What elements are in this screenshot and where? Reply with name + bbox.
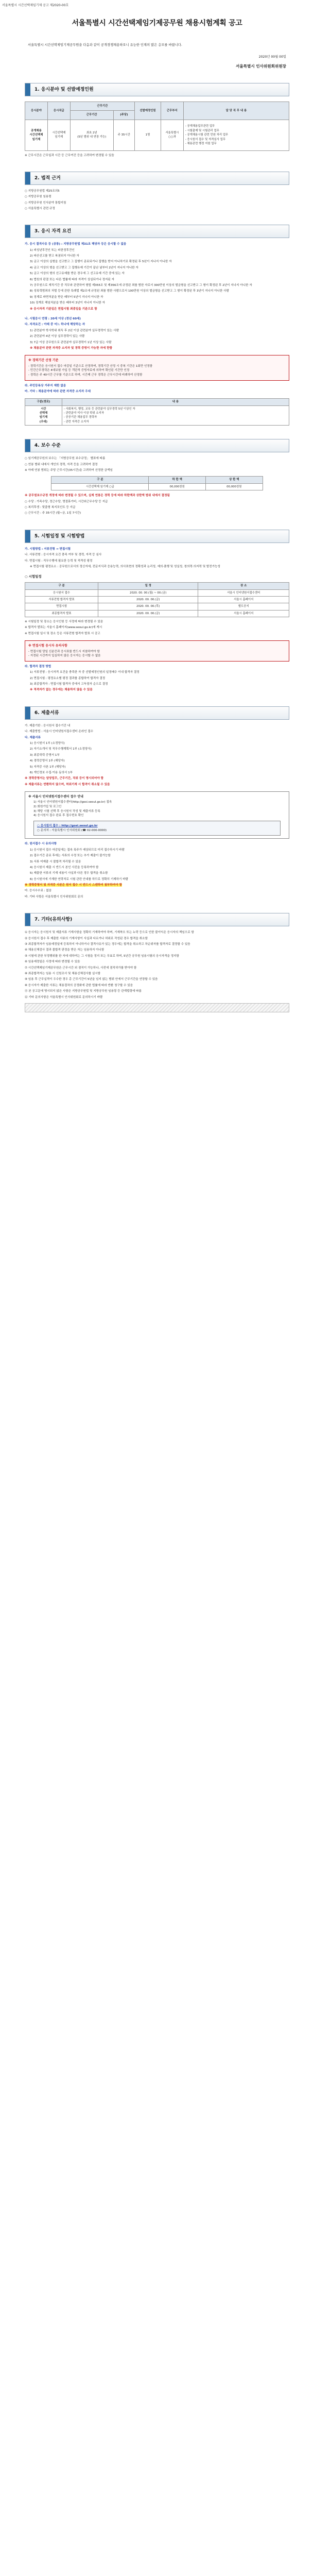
list-item: 3) 서류 미제출 시 불합격 처리될 수 있음 xyxy=(30,860,81,863)
list-item: - 경력은 주 40시간 근무를 기준으로 하며, 시간제 근무 경력은 근무시간에 비례하여 산정함 xyxy=(28,373,143,377)
list-item: 5) 제출한 서류의 기재 내용이 사실과 다른 경우 합격을 취소함 xyxy=(30,872,108,875)
list-item: ※ 시험일정 및 장소는 응시인원 등 사정에 따라 변경될 수 있음 xyxy=(25,620,103,624)
list-item: 5) 자격증 사본 1부 (해당자) xyxy=(30,765,66,769)
list-item: 4) 응시원서 접수 완료 후 접수번호 확인 xyxy=(33,814,84,818)
list-item: 라. 주민등록상 거주지 제한 없음 xyxy=(25,384,66,387)
table-row xyxy=(25,603,289,610)
table-row xyxy=(25,120,289,151)
list-item: 2) 면접시험 : 평정요소별 평정 결과를 종합하여 합격자 결정 xyxy=(30,676,106,680)
table-cell: 2020. 00. 00.(금) xyxy=(98,596,198,603)
section-bar xyxy=(25,83,30,96)
table-row xyxy=(25,589,289,596)
table-header: 상 한 액 xyxy=(205,477,263,483)
pay-notes xyxy=(25,494,289,516)
list-item: - 민간근무경력은 4대보험 가입 등 객관적 증빙자료에 의하여 확인된 기간만 인정 xyxy=(28,369,130,372)
section-bar xyxy=(25,707,30,719)
list-item: ○ 수당 : 가족수당, 정근수당, 명절휴가비, 시간외근무수당 등 지급 xyxy=(25,500,108,503)
list-item: ※ 면접시험 일시 및 장소 등은 서류전형 합격자 발표 시 공고 xyxy=(25,632,100,635)
list-item: 다. 면접시험 : 직무수행에 필요한 능력 및 적격성 평정 xyxy=(25,559,93,563)
table-cell: 00,000천원 xyxy=(205,483,263,490)
list-item: 4) 금고 이상의 형을 선고받고 그 집행유예 기간이 끝난 날부터 2년이 지나지 아니한 자 xyxy=(30,266,138,269)
table-cell: 서울특별시 ○○과 xyxy=(161,120,183,151)
pay-table xyxy=(51,476,263,490)
box-title: ※ 면접시험 응시자 유의사항 xyxy=(28,644,67,648)
list-item: ④ 채용신체검사 결과 불합격 판정을 받은 자는 임용하지 아니함 xyxy=(25,948,104,952)
list-item: ① 응시자는 응시원서 및 제출서류 기재사항을 정확히 기재하여야 하며, 기재착오 또는 누락 등으로 인한 불이익은 응시자의 책임으로 함 xyxy=(25,931,194,935)
list-item: - 사회복지, 행정, 교육 등 관련분야 실무경력 5년 이상인 자 xyxy=(63,407,135,411)
list-item: 마. 기타 : 채용분야에 따라 관련 자격증 소지자 우대 xyxy=(25,389,91,393)
list-item: ※ 제출서류는 반환하지 않으며, 허위기재 시 합격이 취소될 수 있음 xyxy=(25,783,110,786)
list-item: ⑦ 시간선택제임기제공무원은 근무시간 외 겸직이 가능하나, 사전에 겸직허가를 받아야 함 xyxy=(25,966,137,970)
job-table xyxy=(25,101,289,151)
list-item: 3) 7급 이상 공무원으로 관련분야 실무경력이 1년 이상 있는 사람 xyxy=(30,341,112,344)
list-item: ⑥ 임용예정일은 사정에 따라 변경될 수 있음 xyxy=(25,960,80,964)
section-bar xyxy=(25,439,30,452)
list-item: - 지정된 시간까지 입실하지 않은 응시자는 응시할 수 없음 xyxy=(28,654,101,658)
list-item: 2) 파산선고를 받고 복권되지 아니한 자 xyxy=(30,255,79,258)
legal-basis-list xyxy=(25,189,289,212)
list-item: ○ 임기제공무원의 보수는 「지방공무원 보수규정」 별표에 따름 xyxy=(25,457,106,461)
schedule-subtitle: ○ 시험일정 xyxy=(25,574,42,579)
list-item: - 관련분야 석사 이상 학위 소지자 xyxy=(63,412,104,415)
list-item: 바. 기타 사항은 서울특별시 인사위원회로 문의 xyxy=(25,895,83,899)
list-item: 2) 자기소개서 및 직무수행계획서 1부 (소정양식) xyxy=(30,748,92,751)
list-item: 1) 서울시 인터넷원서접수센터(http://gosi.seoul.go.kr) 접속 xyxy=(33,801,112,804)
highlighted-note: ※ 경력증명서 및 자격증 사본은 원서 접수 시 반드시 스캔하여 첨부하여야 함 xyxy=(25,884,122,887)
section-title: 4. 보수 수준 xyxy=(34,443,61,449)
table-header: 장 소 xyxy=(198,583,289,589)
eligibility-list xyxy=(25,242,289,351)
table-header: 구 분 xyxy=(51,477,149,483)
section-title: 1. 응시분야 및 선발예정인원 xyxy=(34,87,94,93)
list-item: 5) 금고 이상의 형의 선고유예를 받은 경우에 그 선고유예 기간 중에 있는 자 xyxy=(30,272,125,276)
section-bar xyxy=(25,172,30,184)
table-header: 선발예정인원 xyxy=(135,102,161,120)
application-site-link[interactable]: ○ 응시원서 접수 : http://gosi.seoul.go.kr xyxy=(37,824,98,828)
list-item: ※ 채용분야 관련 자격증 소지자 및 경력 증빙이 가능한 자에 한함 xyxy=(30,346,113,350)
list-item: 4) 경력증명서 1부 (해당자) xyxy=(30,759,65,763)
list-item: ○ 복리후생 : 맞춤형 복지포인트 등 지급 xyxy=(25,505,76,509)
application-notes xyxy=(25,842,289,900)
list-item: 다. 제출서류 xyxy=(25,736,41,739)
list-item: ○ 지방공무원 인사분야 통합지침 xyxy=(25,201,66,205)
list-item: ⑫ 기타 문의사항은 서울특별시 인사위원회로 문의하시기 바람 xyxy=(25,995,103,999)
list-item: 라. 원서접수 시 유의사항 xyxy=(25,842,57,846)
table-cell: 서울시 인터넷원서접수센터 xyxy=(198,589,289,596)
selection-list xyxy=(25,665,289,693)
table-cell: 면접시험 xyxy=(25,603,98,610)
list-item: ③ 최종합격자가 임용예정일에 등록하지 아니하거나 결격사유가 있는 경우에는 합격을 취소하고 차순위자를 합격자로 결정할 수 있음 xyxy=(25,943,190,946)
table-cell: 서울시 홈페이지 xyxy=(198,610,289,617)
table-header: 근무부서 xyxy=(161,102,183,120)
list-item: 8) 성폭력범죄의 처벌 등에 관한 특례법 제2조에 규정된 죄를 범한 사람으로서 100만원 이상의 벌금형을 선고받고 그 형이 확정된 후 3년이 지나지 아니한 사람 xyxy=(30,290,229,293)
table-cell: 최종합격자 발표 xyxy=(25,610,98,617)
table-cell: 최초 2년 (5년 범위 내 연장 가능) xyxy=(70,120,113,151)
table-header: 담 당 직 무 내 용 xyxy=(183,102,289,120)
section-title: 2. 법적 근거 xyxy=(34,175,61,181)
intro-text: 서울특별시 시간선택제임기제공무원을 다음과 같이 공개경쟁채용하오니 유능한 인재의 많은 응모를 바랍니다. xyxy=(28,43,182,47)
list-item: 7) 공무원으로 재직기간 중 직무와 관련하여 형법 제355조 및 제356조에 규정된 죄를 범한 자로서 300만원 이상의 벌금형을 선고받고 그 형이 확정된 후 2년이 지나지 아니한 자 xyxy=(30,284,252,287)
list-item: - 공공기관 채용업무 경력자 xyxy=(63,416,97,419)
section-title: 7. 기타(유의사항) xyxy=(34,917,73,923)
list-item: 1) 서류전형 : 응시자격 요건을 충족한 자 중 선발예정인원의 일정배수 이내 합격자 결정 xyxy=(30,671,139,674)
career-criteria-box xyxy=(25,355,289,380)
list-item: 다. 자격요건 : 아래 중 어느 하나에 해당하는 자 xyxy=(25,323,85,327)
table-cell: 2020. 00. 00.(월) ~ 00.(금) xyxy=(98,589,198,596)
list-item: - 면접시험 당일 신분증과 응시표를 반드시 지참하여야 함 xyxy=(28,650,100,653)
schedule-table xyxy=(25,582,289,617)
list-item: 나. 시험응시 연령 : 20세 이상 (정년 60세) xyxy=(25,317,81,320)
list-item: 가. 제출기한 : 응시원서 접수기간 내 xyxy=(25,724,71,727)
table-cell: 2020. 00. 00.(금) xyxy=(98,610,198,617)
preference-table xyxy=(25,398,289,426)
table-cell: 시간선택제 임기제 ○급 xyxy=(51,483,149,490)
table-header: (주당) xyxy=(113,111,134,120)
list-item: ⑧ 최종합격자는 임용 시 신원조사 및 채용신체검사를 실시함 xyxy=(25,972,101,975)
notice-issuer: 서울특별시 인사위원회위원장 xyxy=(235,64,286,69)
table-row xyxy=(25,405,289,426)
list-item: ○ 근무시간 : 주 35시간 (월~금, 1일 7시간) xyxy=(25,512,81,515)
table-cell xyxy=(62,405,289,426)
table-row xyxy=(25,610,289,617)
list-item: ※ 면접시험 평정요소 : 공무원으로서의 정신자세, 전문지식과 응용능력, 의사표현의 정확성과 논리성, 예의·품행 및 성실성, 창의력·의지력 및 발전가능성 xyxy=(30,565,220,568)
list-item: ⑤ 시험에 관한 부정행위를 한 자에 대하여는 그 시험을 정지 또는 무효로 하며, 5년간 공무원 임용시험의 응시자격을 정지함 xyxy=(25,954,179,958)
exam-method-list xyxy=(25,547,289,570)
list-item: - 경력기간은 응시원서 접수 마감일 기준으로 산정하며, 경력기간 산정 시 중복 기간은 1회만 인정함 xyxy=(28,364,153,368)
list-item: ※ 공무원보수규정 개정에 따라 변경될 수 있으며, 실제 연봉은 경력 등에 따라 하한액과 상한액 범위 내에서 결정됨 xyxy=(25,494,170,498)
section-bar xyxy=(25,225,30,238)
list-item: 라. 합격자 결정 방법 xyxy=(25,665,51,668)
list-item: 1) 관련분야 학사학위 취득 후 2년 이상 관련분야 실무경력이 있는 사람 xyxy=(30,329,119,332)
table-cell: 1명 xyxy=(135,120,161,151)
table-cell: 00,000천원 xyxy=(149,483,206,490)
job-note: ※ 근무시간은 근무일과 시간 등 근무여건 등을 고려하여 변경될 수 있음 xyxy=(25,154,114,158)
eligibility-extra xyxy=(25,384,289,395)
list-item: 6) 응시원서에 기재한 연락처로 시험 관련 안내를 하므로 정확히 기재하기 바람 xyxy=(30,877,129,881)
list-item: ⑨ 임용 후 근무실적이 우수한 경우 총 근무기간이 5년을 넘지 않는 범위 안에서 근무기간을 연장할 수 있음 xyxy=(25,978,158,981)
section-header-4 xyxy=(25,439,289,452)
list-item: 3) 금고 이상의 실형을 선고받고 그 집행이 종료되거나 집행을 받지 아니하기로 확정된 후 5년이 지나지 아니한 자 xyxy=(30,260,172,264)
table-header: 구 분 xyxy=(25,583,98,589)
footer-band xyxy=(25,1003,289,1012)
section-header-3 xyxy=(25,225,289,238)
table-cell: 주 35시간 xyxy=(113,120,134,151)
list-item: ② 응시원서 접수 후 제출한 서류의 기재사항이 사실과 다르거나 허위로 작성된 경우 합격을 취소함 xyxy=(25,937,148,940)
table-cell: 시간선택제 임기제 xyxy=(47,120,70,151)
section-header-7 xyxy=(25,913,289,926)
list-item: ○ 연봉 범위 내에서 개인의 경력, 자격 등을 고려하여 결정 xyxy=(25,463,98,466)
table-header: 응시직급 xyxy=(47,102,70,120)
section-bar xyxy=(25,913,30,926)
list-item: ※ 적격자가 없는 경우에는 채용하지 않을 수 있음 xyxy=(30,688,93,692)
list-item: ⑪ 본 공고문에 명시되지 않은 사항은 지방공무원법 및 지방공무원 임용령 등 관계법령에 따름 xyxy=(25,990,142,993)
table-header: 근무기간 xyxy=(70,111,113,120)
box-title: ※ 경력기간 산정 기준 xyxy=(28,359,59,363)
table-row xyxy=(25,596,289,603)
documents-list xyxy=(25,724,289,787)
list-item: ○ 지방공무원법 제25조의5 xyxy=(25,189,60,193)
list-item: 마. 응시수수료 : 없음 xyxy=(25,889,52,893)
list-item: ※ 경력증명서는 담당업무, 근무기간, 직위 등이 명시되어야 함 xyxy=(25,777,104,781)
list-item: 6) 법원의 판결 또는 다른 법률에 따라 자격이 상실되거나 정지된 자 xyxy=(30,278,115,281)
table-cell: 응시원서 접수 xyxy=(25,589,98,596)
section-title: 3. 응시 자격 요건 xyxy=(34,229,72,234)
table-row xyxy=(51,483,263,490)
list-item: 3) 최종학력 증명서 1부 xyxy=(30,753,60,757)
online-application-box xyxy=(25,791,289,839)
interview-notice-box xyxy=(25,640,289,662)
list-item: 3) 해당 시험 선택 후 응시원서 작성 및 제출서류 등록 xyxy=(33,809,100,813)
list-item: ※ 응시자격 기준일은 면접시험 최종일을 기준으로 함 xyxy=(30,307,97,311)
list-item: 2) 접수기간 종료 후에는 서류의 수정 또는 추가 제출이 불가능함 xyxy=(30,854,111,858)
list-item: ※ 합격자 발표는 서울시 홈페이지(www.seoul.go.kr)에 게시 xyxy=(25,626,102,630)
list-item: - 관련 자격증 소지자 xyxy=(63,420,89,423)
section-title: 6. 제출서류 xyxy=(34,710,59,716)
table-cell: 시간 선택제 임기제 (우대) xyxy=(25,405,62,426)
table-header: 구분(경로) xyxy=(25,399,62,405)
table-header: 하 한 액 xyxy=(149,477,206,483)
pay-list xyxy=(25,456,289,473)
list-item: 10) 징계로 해임처분을 받은 때부터 3년이 지나지 아니한 자 xyxy=(30,301,105,305)
notice-number: 서울특별시 시간선택제임기제 공고 제2020-00호 xyxy=(2,4,69,7)
list-item: ※ 아래 연봉 범위는 주당 근무시간(35시간)을 고려하여 산정한 금액임 xyxy=(25,469,113,472)
table-header: 응시분야 xyxy=(25,102,48,120)
list-item: 1) 응시원서 1부 (소정양식) xyxy=(30,741,65,745)
list-item: 2) 관련분야 4년 이상 실무경력이 있는 사람 xyxy=(30,335,85,338)
list-item: 나. 서류전형 : 응시자격 요건 충족 여부 및 경력, 자격 등 심사 xyxy=(25,553,102,557)
table-header: 일 정 xyxy=(98,583,198,589)
list-item: ⑩ 응시자가 제출한 서류는 채용절차의 공정화에 관한 법률에 따라 반환 청구할 수 있음 xyxy=(25,984,133,987)
list-item: 1) 응시원서 접수 마감일에는 접속 폭주가 예상되므로 미리 접수하시기 바람 xyxy=(30,848,125,852)
table-cell: 서류전형 합격자 발표 xyxy=(25,596,98,603)
section-title: 5. 시험일정 및 시험방법 xyxy=(34,533,85,539)
list-item: 가. 응시 결격사유 등 (공통) : 지방공무원법 제31조 해당자 등은 응시할 수 없음 xyxy=(25,243,127,246)
list-item: 2) 회원가입 및 로그인 xyxy=(33,805,62,809)
list-item: ○ 지방공무원 임용령 xyxy=(25,195,51,199)
page-title: 서울특별시 시간선택제임기제공무원 채용시험계획 공고 xyxy=(72,19,242,28)
link-box xyxy=(33,821,281,836)
list-item: ○ 서울특별시 관련 규정 xyxy=(25,207,55,210)
list-item: 6) 개인정보 수집·이용 동의서 1부 xyxy=(30,771,73,774)
list-item: 가. 시험방법 : 서류전형 → 면접시험 xyxy=(25,547,71,551)
table-cell: 2020. 00. 00.(목) xyxy=(98,603,198,610)
notice-date: 2020년 00월 00일 xyxy=(258,55,286,59)
table-header: 내 용 xyxy=(62,399,289,405)
section-header-6 xyxy=(25,706,289,720)
list-item: 4) 응시원서 제출 시 반드시 본인 사진을 등록하여야 함 xyxy=(30,866,99,869)
table-cell: - 공개채용업무관련 업무 - 시험출제 및 시험관리 업무 - 공개채용시험 관련 민원 처리 업무 - 응시원서 접수 및 자격심사 업무 - 채용관련 행정 지원 업무 xyxy=(183,120,289,151)
schedule-notes xyxy=(25,620,289,636)
list-item: 9) 징계로 파면처분을 받은 때부터 5년이 지나지 아니한 자 xyxy=(30,295,103,299)
table-header: 근무기간 xyxy=(70,102,134,111)
section-bar xyxy=(25,530,30,543)
table-cell: 별도공지 xyxy=(198,603,289,610)
list-item: 나. 제출방법 : 서울시 인터넷원서접수센터 온라인 접수 xyxy=(25,730,94,734)
list-item: 3) 최종합격자 : 면접시험 합격자 중에서 고득점자 순으로 결정 xyxy=(30,683,108,686)
section-header-1 xyxy=(25,83,289,96)
section-header-5 xyxy=(25,530,289,543)
box-title: ※ 서울시 인터넷원서접수센터 접수 안내 xyxy=(28,795,83,799)
table-cell: 공개채용 시간선택제 임기제 xyxy=(25,120,48,151)
notes-list xyxy=(25,930,289,1000)
list-item: 1) 피성년후견인 또는 피한정후견인 xyxy=(30,248,75,252)
contact-info: ○ 문의처 : 서울특별시 인사위원회 (☎ 02-000-0000) xyxy=(37,828,107,832)
section-header-2 xyxy=(25,172,289,185)
table-cell: 서울시 홈페이지 xyxy=(198,596,289,603)
